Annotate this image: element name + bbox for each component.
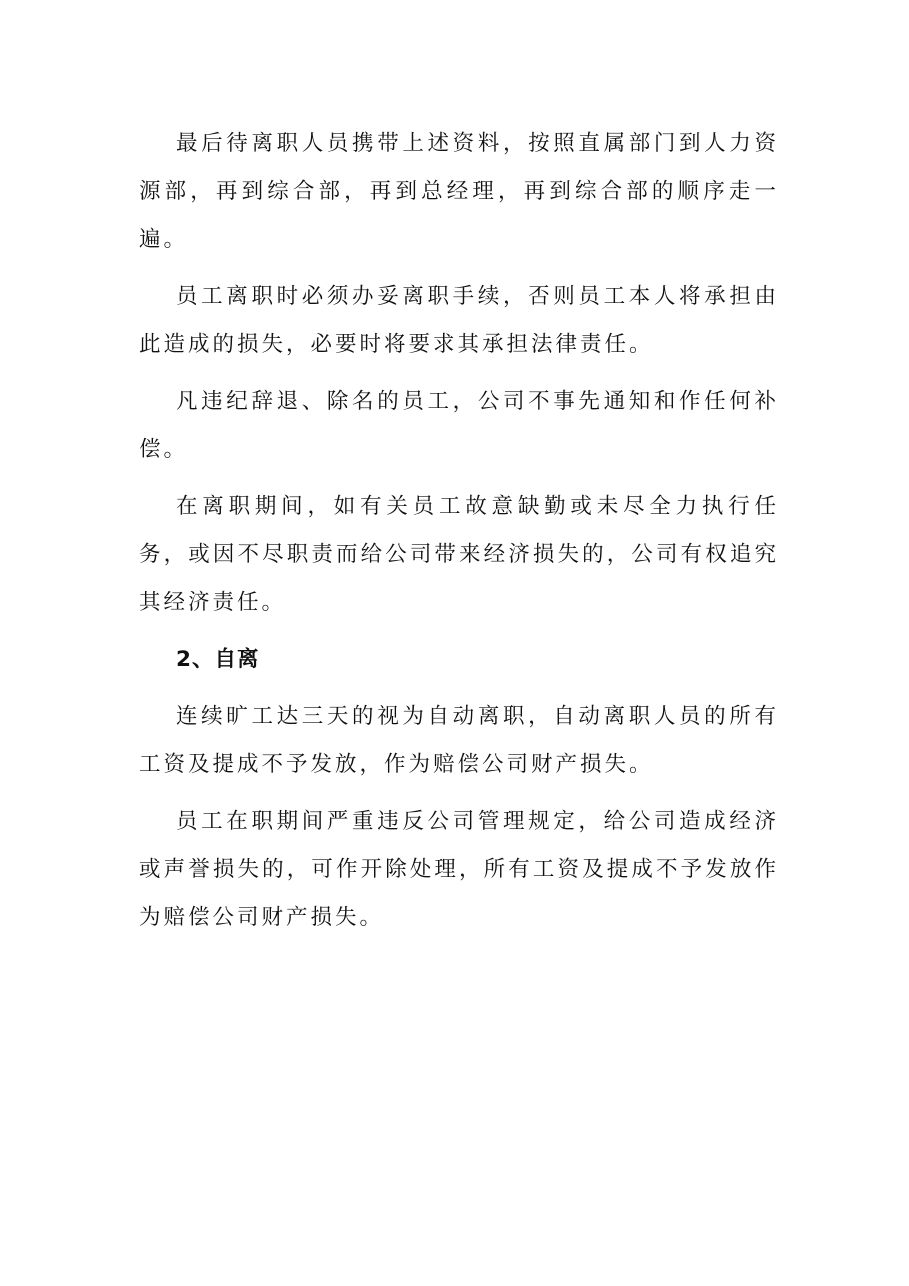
paragraph-economic-liability: 在离职期间，如有关员工故意缺勤或未尽全力执行任务，或因不尽职责而给公司带来经济损失的，公司有权追究其经济责任。 xyxy=(139,494,779,615)
paragraph-violation-rule: 员工在职期间严重违反公司管理规定，给公司造成经济或声誉损失的，可作开除处理，所有工资及提成不予发放作为赔偿公司财产损失。 xyxy=(139,809,779,930)
paragraph-departure-procedure: 最后待离职人员携带上述资料，按照直属部门到人力资源部，再到综合部，再到总经理，再到综合部的顺序走一遍。 xyxy=(139,131,779,252)
section-heading-self-departure: 2、自离 xyxy=(176,647,260,672)
paragraph-dismissal-compensation: 凡违纪辞退、除名的员工，公司不事先通知和作任何补偿。 xyxy=(139,389,779,462)
document-body xyxy=(139,120,779,951)
paragraph-absence-rule: 连续旷工达三天的视为自动离职，自动离职人员的所有工资及提成不予发放，作为赔偿公司财产损失。 xyxy=(139,704,779,777)
paragraph-departure-formalities: 员工离职时必须办妥离职手续，否则员工本人将承担由此造成的损失，必要时将要求其承担法律责任。 xyxy=(139,284,779,357)
